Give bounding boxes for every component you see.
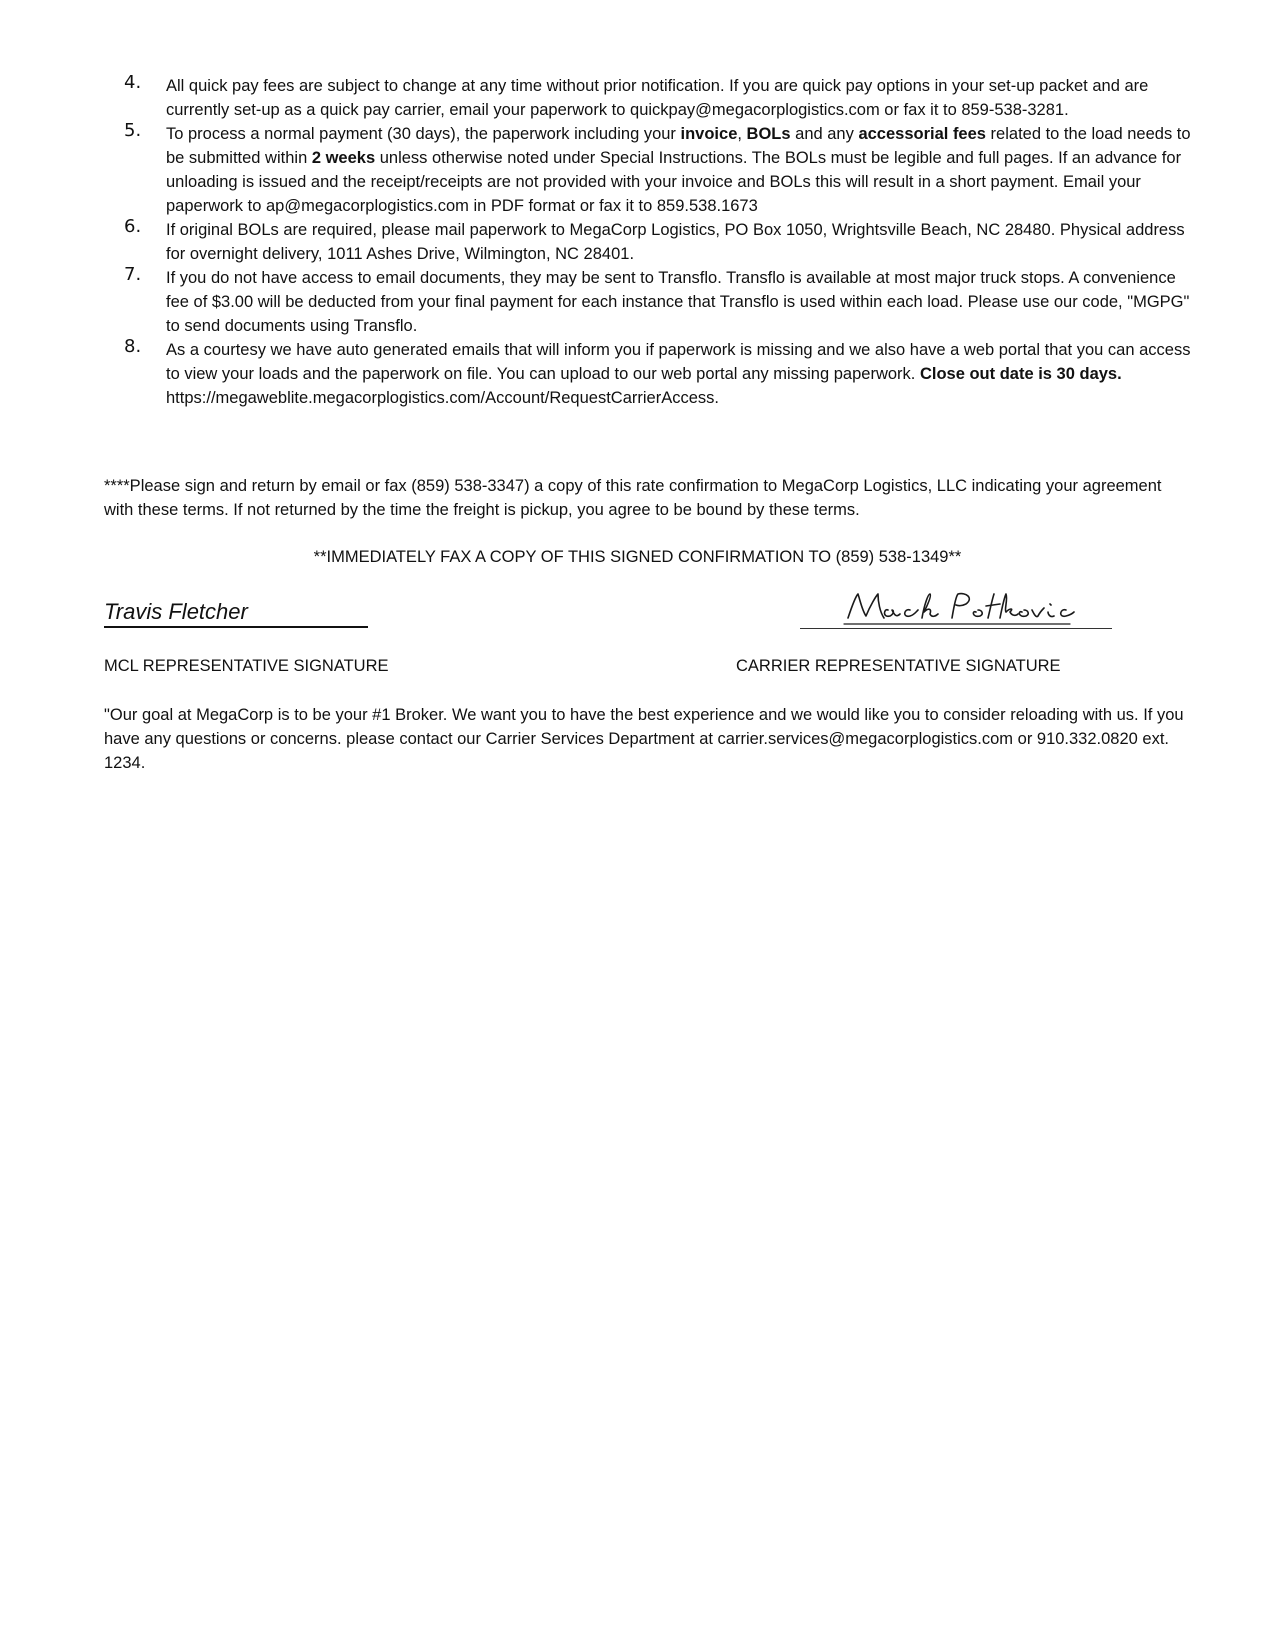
list-item	[120, 338, 1200, 410]
list-item	[120, 122, 1200, 218]
bold-text-run: accessorial fees	[858, 125, 986, 143]
sign-and-return-notice: ****Please sign and return by email or fax (859) 538-3347) a copy of this rate confirmation to MegaCorp Logistics, LLC indicating your agreement with these terms. If not returned by the time the freight is pickup, you agree to be bound by these terms.	[104, 477, 1162, 519]
list-item-text	[166, 269, 1189, 335]
list-item	[120, 266, 1200, 338]
text-run: unless otherwise noted under Special Instructions. The BOLs must be legible and full pages. If an advance for unloading is issued and the receipt/receipts are not provided with your invoice and BOLs this will result in a short payment. Email your paperwork to ap@megacorplogistics.com in PDF format or fax it to 859.538.1673	[166, 149, 1182, 215]
list-item-text	[166, 77, 1148, 119]
text-run: and any	[790, 125, 859, 143]
carrier-signature-label: CARRIER REPRESENTATIVE SIGNATURE	[736, 657, 1061, 675]
bold-text-run: BOLs	[746, 125, 791, 143]
list-item	[120, 74, 1200, 122]
text-run: If you do not have access to email documents, they may be sent to Transflo. Transflo is available at most major truck stops. A convenience fee of $3.00 will be deducted from your final payment for each instance that Transflo is used within each load. Please use our code, "MGPG" to send documents using Transflo.	[166, 269, 1190, 335]
text-run: As a courtesy we have auto generated emails that will inform you if paperwork is missing and we also have a web portal that you can access to view your loads and the paperwork on file. You can upload to our web portal any missing paperwork.	[166, 341, 1191, 383]
text-run: All quick pay fees are subject to change at any time without prior notification. If you are quick pay options in your set-up packet and are currently set-up as a quick pay carrier, email your paperwork to quickpay@megacorplogistics.com or fax it to 859-538-3281.	[166, 77, 1149, 119]
list-item-number: 7.	[124, 264, 142, 285]
list-item	[120, 218, 1200, 266]
list-item-number: 8.	[124, 336, 142, 357]
bold-text-run: invoice	[680, 125, 738, 143]
text-run: related to the load needs to be submitted within	[166, 125, 1191, 167]
closing-message: "Our goal at MegaCorp is to be your #1 Broker. We want you to have the best experience and we would like you to consider reloading with us. If you have any questions or concerns. please contact our Carrier Services Department at carrier.services@megacorplogistics.com or 910.332.0820 ext. 1234.	[104, 706, 1184, 772]
carrier-handwritten-signature	[840, 588, 1080, 628]
mcl-signature-label: MCL REPRESENTATIVE SIGNATURE	[104, 657, 389, 675]
bold-text-run: 2 weeks	[311, 149, 376, 167]
text-run: If original BOLs are required, please mail paperwork to MegaCorp Logistics, PO Box 1050, Wrightsville Beach, NC 28480. Physical address for overnight delivery, 1011 Ashes Drive, Wilmington, NC 28401.	[166, 221, 1185, 263]
fax-instruction: **IMMEDIATELY FAX A COPY OF THIS SIGNED CONFIRMATION TO (859) 538-1349**	[313, 548, 962, 566]
list-item-text	[166, 341, 1190, 407]
mcl-signature-name: Travis Fletcher	[104, 599, 248, 624]
mcl-signature-line	[104, 598, 368, 628]
list-item-number: 6.	[124, 216, 142, 237]
text-run: ,	[737, 125, 747, 143]
bold-text-run: Close out date is 30 days.	[919, 365, 1122, 383]
list-item-number: 5.	[124, 120, 142, 141]
terms-list	[120, 74, 1200, 410]
text-run: https://megaweblite.megacorplogistics.com/Account/RequestCarrierAccess.	[166, 389, 719, 407]
list-item-text	[166, 221, 1185, 263]
list-item-number: 4.	[124, 72, 142, 93]
text-run: To process a normal payment (30 days), the paperwork including your	[166, 125, 681, 143]
list-item-text	[166, 125, 1191, 215]
carrier-signature-line	[800, 588, 1112, 629]
